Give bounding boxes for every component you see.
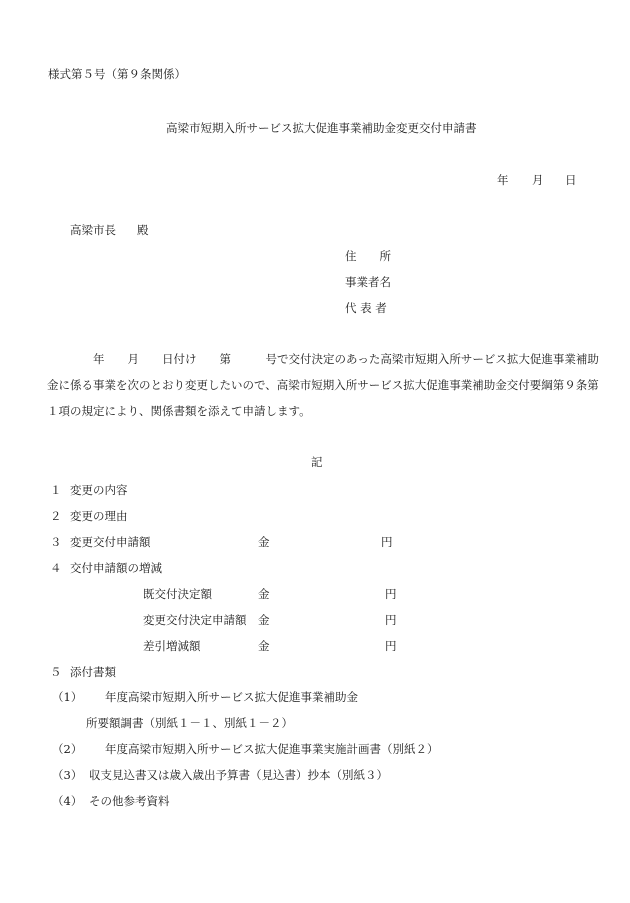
sub-item-label: 変更交付決定申請額 [143,613,247,627]
attachment-2-number: （2） [52,742,83,756]
item-5-number: ５ [50,665,62,679]
date-day-label: 日 [565,173,577,187]
item-2-number: ２ [50,509,62,523]
statement-line: 年 月 日付け 第 号で交付決定のあった高梁市短期入所サービス拡大促進事業補助 [47,352,599,366]
sub-item-kin: 金 [258,587,270,601]
form-number: 様式第５号（第９条関係） [48,67,186,81]
sub-item-yen: 円 [385,639,397,653]
item-3-label: 変更交付申請額 [70,535,151,549]
item-5-label: 添付書類 [70,665,116,679]
date-year-label: 年 [497,173,509,187]
attachment-3-number: （3） [52,768,83,782]
date-month-label: 月 [532,173,544,187]
item-2-label: 変更の理由 [70,509,128,523]
ki-heading: 記 [311,455,323,469]
application-statement [47,346,599,424]
attachment-1-line1: 年度高梁市短期入所サービス拡大促進事業補助金 [105,690,358,704]
sub-item-yen: 円 [385,587,397,601]
sub-item-label: 既交付決定額 [143,587,212,601]
sub-item-kin: 金 [258,613,270,627]
item-4-label: 交付申請額の増減 [70,561,162,575]
statement-line: １項の規定により、関係書類を添えて申請します。 [47,404,311,418]
item-4-number: ４ [50,561,62,575]
sub-item-kin: 金 [258,639,270,653]
attachment-4-text: その他参考資料 [89,794,170,808]
attachment-3-text: 収支見込書又は歳入歳出予算書（見込書）抄本（別紙３） [89,768,388,782]
sub-item-label: 差引増減額 [143,639,201,653]
sub-item-yen: 円 [385,613,397,627]
address-label: 住 所 [345,249,391,263]
business-name-label: 事業者名 [345,275,391,289]
representative-label: 代 表 者 [345,301,387,315]
item-1-number: １ [50,483,62,497]
addressee-name: 高梁市長 [70,223,116,237]
attachment-1-line2: 所要額調書（別紙１－１、別紙１－２） [86,716,293,730]
item-3-kin: 金 [258,535,270,549]
attachment-1-number: （1） [52,690,83,704]
item-3-number: ３ [50,535,62,549]
document-title: 高梁市短期入所サービス拡大促進事業補助金変更交付申請書 [166,121,477,135]
item-1-label: 変更の内容 [70,483,128,497]
item-3-yen: 円 [381,535,393,549]
attachment-2-text: 年度高梁市短期入所サービス拡大促進事業実施計画書（別紙２） [105,742,439,756]
statement-line: 金に係る事業を次のとおり変更したいので、高梁市短期入所サービス拡大促進事業補助金交付要綱第９条第 [47,378,599,392]
attachment-4-number: （4） [52,794,83,808]
addressee-honorific: 殿 [137,223,149,237]
